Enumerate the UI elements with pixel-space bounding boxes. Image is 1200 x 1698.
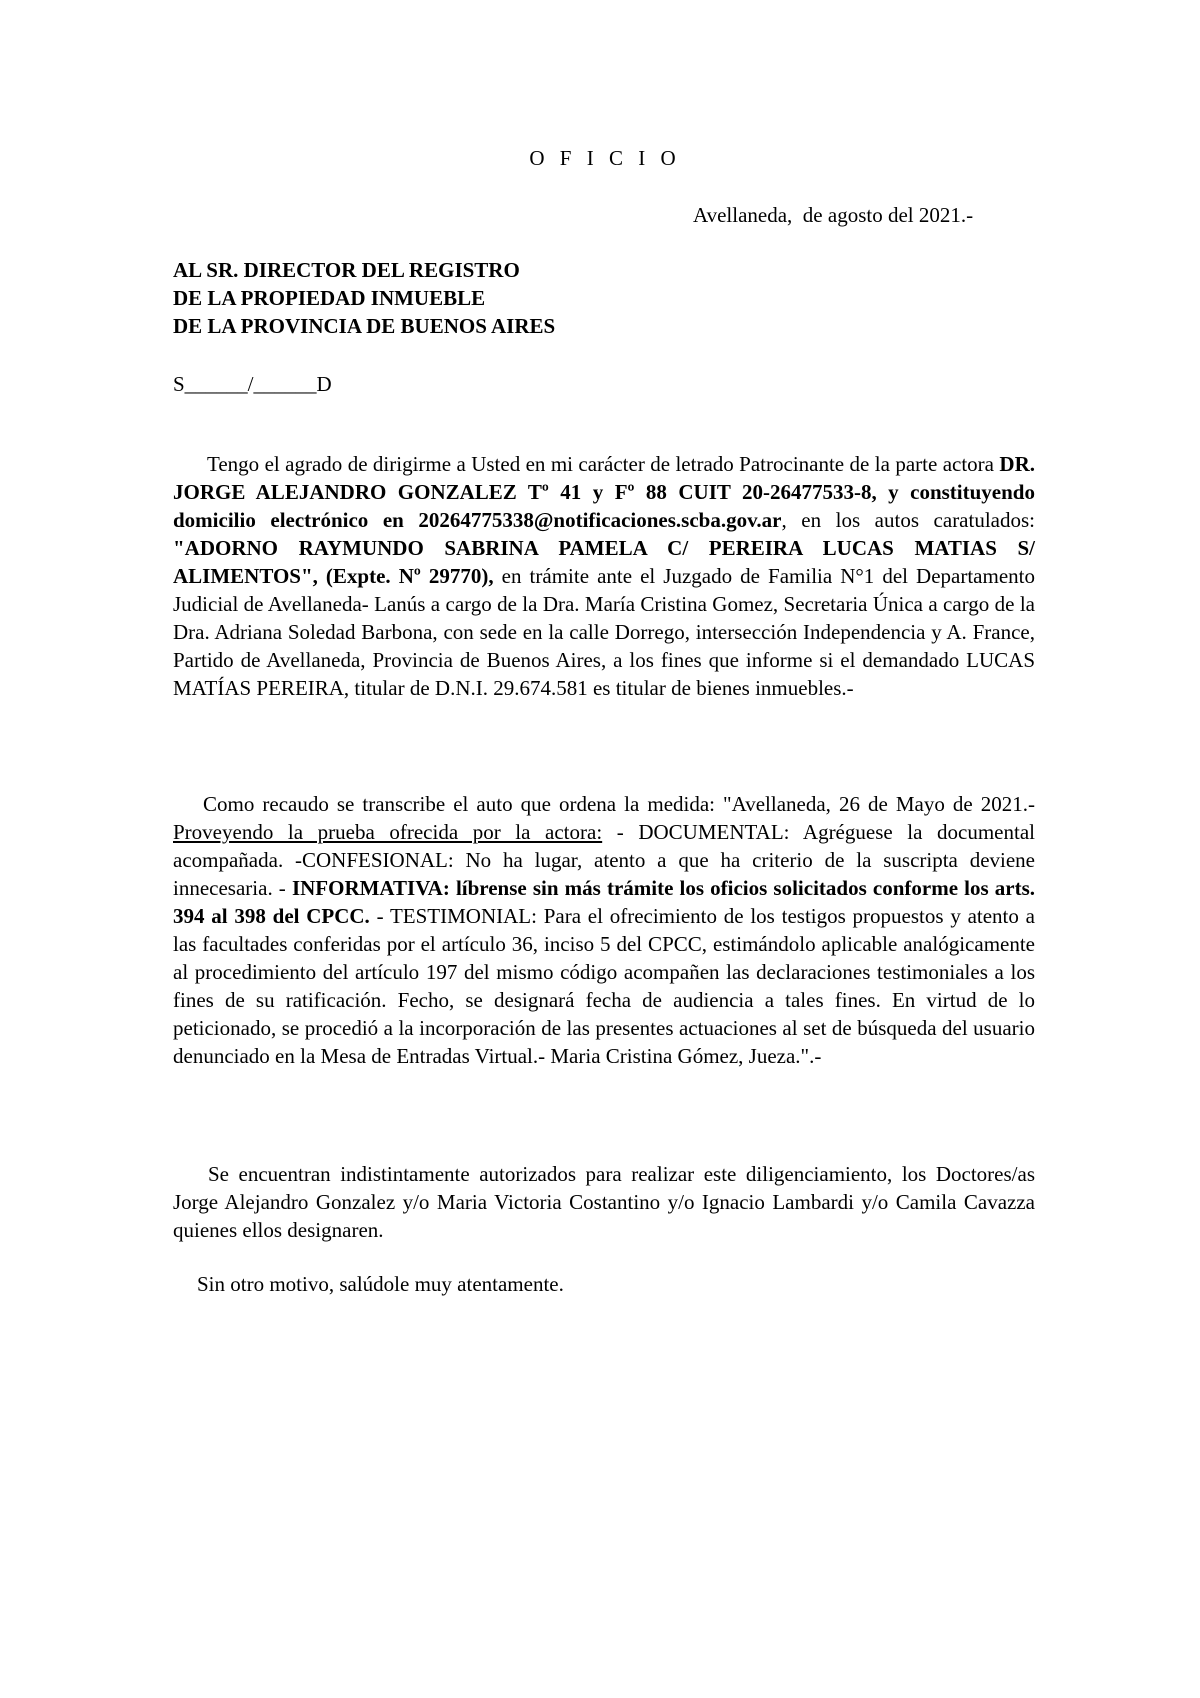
salutation-sd: S______/______D (173, 372, 332, 396)
p2-text-2: - DOCUMENTAL: Agréguese la documental acompañada. -CONFESIONAL: No ha lugar, atento a que ha criterio de la suscripta deviene innecesaria. - (173, 820, 1035, 900)
p2-text-3: - TESTIMONIAL: Para el ofrecimiento de los testigos propuestos y atento a las facultades conferidas por el artículo 36, inciso 5 del CPCC, estimándolo aplicable analógicamente al procedimiento del artículo 197 del mismo código acompañen las declaraciones testimoniales a los fines de su ratificación. Fecho, se designará fecha de audiencia a tales fines. En virtud de lo peticionado, se procedió a la incorporación de las presentes actuaciones al set de búsqueda del usuario denunciado en la Mesa de Entradas Virtual.- Maria Cristina Gómez, Jueza.".- (173, 904, 1035, 1068)
addressee-line-1: AL SR. DIRECTOR DEL REGISTRO (173, 258, 520, 282)
addressee-line-2: DE LA PROPIEDAD INMUEBLE (173, 286, 486, 310)
p1-text-3: en trámite ante el Juzgado de Familia N°1 del Departamento Judicial de Avellaneda- Lanús a cargo de la Dra. María Cristina Gomez, Secretaria Única a cargo de la Dra. Adriana Soledad Barbona, con sede en la calle Dorrego, intersección Independencia y A. France, Partido de Avellaneda, Provincia de Buenos Aires, a los fines que informe si el demandado LUCAS MATÍAS PEREIRA, titular de D.N.I. 29.674.581 es titular de bienes inmuebles.- (173, 564, 1035, 700)
addressee-line-3: DE LA PROVINCIA DE BUENOS AIRES (173, 314, 556, 338)
addressee-block (173, 256, 555, 340)
document-title: O F I C I O (529, 146, 681, 170)
p1-text-2: , en los autos caratulados: (781, 508, 1036, 532)
p2-informativa: INFORMATIVA: líbrense sin más trámite los oficios solicitados conforme los arts. 394 al 398 del CPCC. (173, 876, 1036, 928)
paragraph-request (173, 450, 1035, 702)
p1-text-1: Tengo el agrado de dirigirme a Usted en mi carácter de letrado Patrocinante de la parte actora (207, 452, 1000, 476)
p1-lawyer-details: DR. JORGE ALEJANDRO GONZALEZ Tº 41 y Fº 88 CUIT 20-26477533-8, y constituyendo domicilio electrónico en 20264775338@notificaciones.scba.gov.ar (173, 452, 1035, 532)
paragraph-court-order (173, 790, 1035, 1070)
paragraph-closing (173, 1270, 1035, 1298)
p3-text: Se encuentran indistintamente autorizados para realizar este diligenciamiento, los Doctores/as Jorge Alejandro Gonzalez y/o Maria Victoria Costantino y/o Ignacio Lambardi y/o Camila Cavazza quienes ellos designaren. (173, 1162, 1035, 1242)
date-line: Avellaneda, de agosto del 2021.- (693, 203, 974, 227)
p4-text: Sin otro motivo, salúdole muy atentamente. (197, 1272, 564, 1296)
p1-case-title: "ADORNO RAYMUNDO SABRINA PAMELA C/ PEREIRA LUCAS MATIAS S/ ALIMENTOS", (Expte. Nº 29770), (173, 536, 1035, 588)
p2-text-1: Como recaudo se transcribe el auto que ordena la medida: "Avellaneda, 26 de Mayo de 2021.- (203, 792, 1035, 816)
p2-underlined-text: Proveyendo la prueba ofrecida por la actora: (173, 820, 603, 844)
paragraph-authorized (173, 1160, 1035, 1244)
